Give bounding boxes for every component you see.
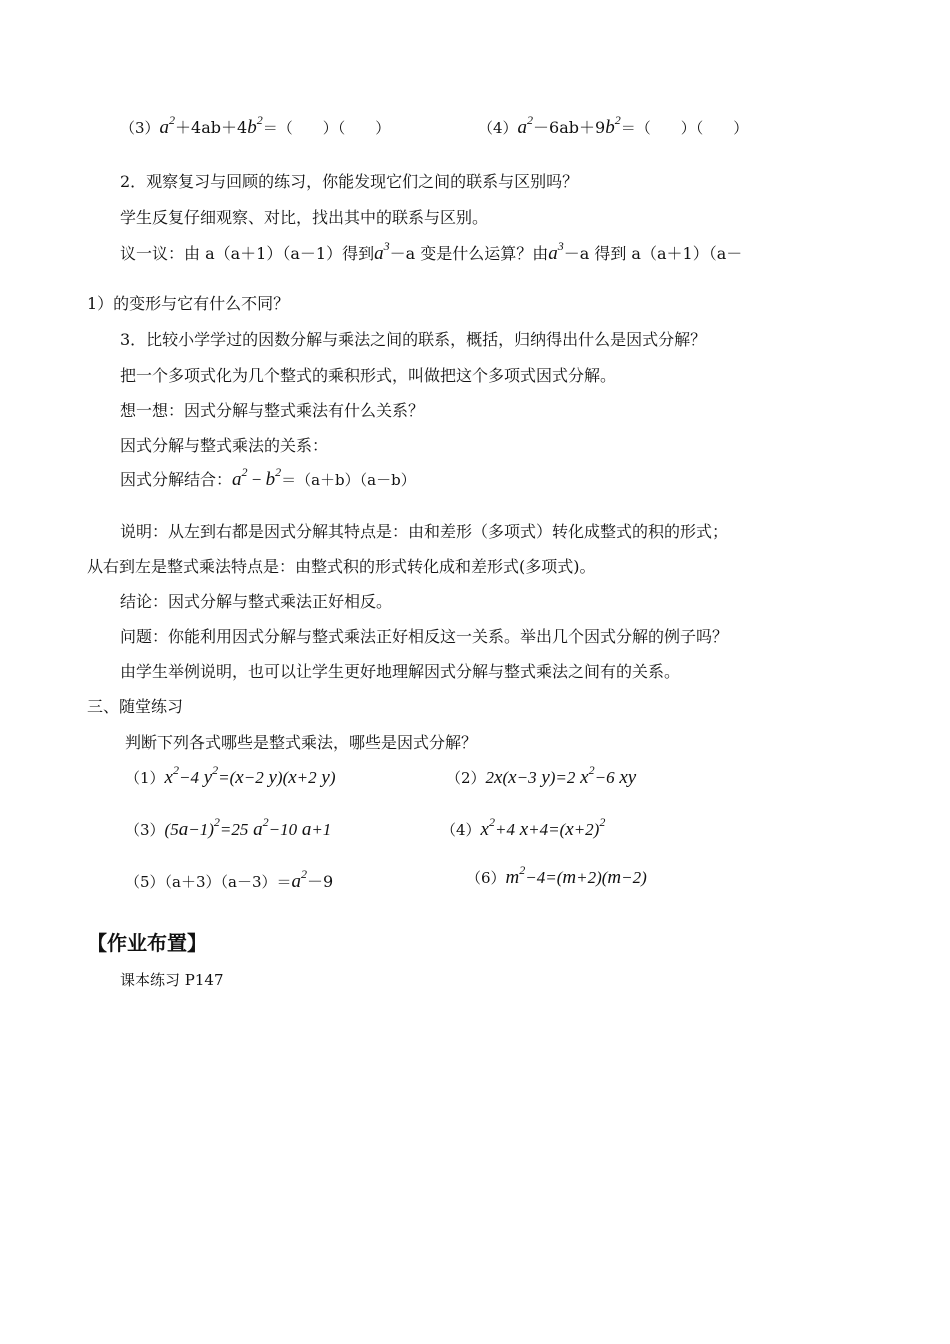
discussion-part-c: －a 得到 a（a＋1）（a－: [563, 244, 743, 263]
math-minus: −: [247, 470, 266, 489]
practice-item-4: [441, 815, 606, 840]
practice-item-label: （2）: [446, 769, 486, 787]
math-a-squared: $a^2$: [159, 113, 176, 138]
review-item-3: [120, 113, 391, 138]
practice-instruction: 判断下列各式哪些是整式乘法，哪些是因式分解？: [125, 733, 478, 752]
practice-section-title: 三、随堂练习: [87, 697, 184, 716]
discussion-part-b: －a 变是什么运算？由: [389, 244, 549, 263]
practice-item-label: （1）: [125, 769, 165, 787]
examples-note: 由学生举例说明，也可以让学生更好地理解因式分解与整式乘法之间有的关系。: [120, 662, 681, 681]
math-expression: $m^2-4=(m+2)(m-2)$: [505, 863, 647, 888]
discussion-continuation: 1）的变形与它有什么不同？: [87, 294, 290, 313]
review-item-4-blanks: ＝（ ）（ ）: [620, 119, 749, 137]
homework-content: 课本练习 P147: [120, 971, 224, 989]
homework-title: 【作业布置】: [87, 931, 207, 955]
combine-label: 因式分解结合：: [120, 470, 233, 489]
math-a-cubed: $a^3$: [374, 239, 390, 264]
math-a-squared: $a^2$: [232, 465, 248, 490]
question-text: 问题：你能利用因式分解与整式乘法正好相反这一关系。举出几个因式分解的例子吗？: [120, 627, 729, 646]
math-expression: $x^2+4$ $x+4=(x+2)^2$: [480, 815, 606, 840]
conclusion-text: 结论：因式分解与整式乘法正好相反。: [120, 592, 393, 611]
practice-item-text: （a＋3）（a－3）＝: [164, 873, 292, 891]
practice-item-6: [466, 863, 647, 888]
math-a-squared: $a^2$: [517, 113, 534, 138]
review-item-4: [478, 113, 749, 138]
math-b-squared: $b^2$: [605, 113, 621, 138]
practice-item-5: [125, 867, 334, 892]
explain-line-2: 从右到左是整式乘法特点是：由整式积的形式转化成和差形式(多项式)。: [87, 557, 596, 576]
practice-item-label: （3）: [125, 821, 165, 839]
review-item-3-blanks: ＝（ ）（ ）: [262, 119, 391, 137]
discussion-line: [120, 239, 743, 264]
practice-item-tail: －9: [307, 872, 334, 891]
paragraph-2-answer: 学生反复仔细观察、对比，找出其中的联系与区别。: [120, 208, 489, 227]
math-expression: $x^2-4$ $y^2=(x-2$ y)(x+2 y): [164, 763, 336, 788]
math-expression: 2x(x−3 y)=2 $x^2-6$ xy: [485, 763, 637, 788]
explain-line-1: 说明：从左到右都是因式分解其特点是：由和差形（多项式）转化成整式的积的形式；: [120, 522, 729, 541]
review-item-4-label: （4）: [478, 119, 518, 137]
relation-text: 因式分解与整式乘法的关系：: [120, 436, 329, 455]
review-item-3-label: （3）: [120, 119, 160, 137]
review-item-3-tail: ＋4ab＋4: [175, 118, 248, 137]
discussion-part-a: 议一议：由 a（a＋1）（a－1）得到: [120, 244, 375, 263]
paragraph-3-question: 3．比较小学学过的因数分解与乘法之间的联系，概括，归纳得出什么是因式分解？: [120, 330, 707, 349]
practice-item-label: （6）: [466, 869, 506, 887]
think-text: 想一想：因式分解与整式乘法有什么关系？: [120, 401, 425, 420]
math-a-cubed: $a^3$: [548, 239, 564, 264]
practice-item-3: [125, 815, 332, 840]
math-b-squared: $b^2$: [265, 465, 282, 490]
practice-item-label: （4）: [441, 821, 481, 839]
practice-item-2: [446, 763, 637, 788]
math-b-squared: $b^2$: [247, 113, 263, 138]
math-expression: $(5a-1)^2=25$ $a^2-10$ a+1: [164, 815, 332, 840]
math-a-squared: $a^2$: [291, 867, 308, 892]
practice-item-label: （5）: [125, 873, 165, 891]
review-item-4-tail: －6ab＋9: [533, 118, 606, 137]
practice-item-1: [125, 763, 336, 788]
paragraph-2-question: 2．观察复习与回顾的练习，你能发现它们之间的联系与区别吗？: [120, 172, 579, 191]
combine-line: [120, 465, 416, 490]
definition-text: 把一个多项式化为几个整式的乘积形式，叫做把这个多项式因式分解。: [120, 366, 617, 385]
combine-tail: ＝（a＋b）（a－b）: [281, 471, 416, 489]
